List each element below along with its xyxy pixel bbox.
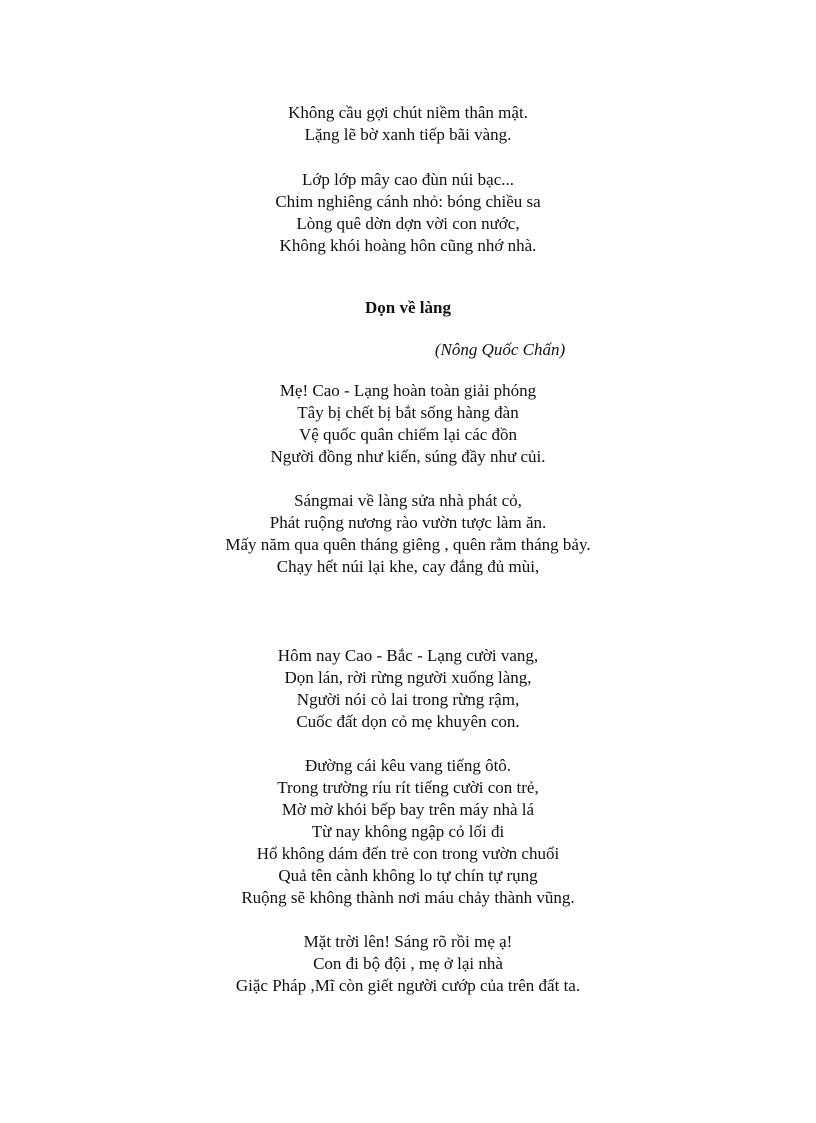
poem-line: Sángmai về làng sửa nhà phát cỏ, [294,491,522,510]
poem-line: Hổ không dám đến trẻ con trong vườn chuối [256,844,560,863]
poem-line: Không cầu gợi chút niềm thân mật. [288,103,528,122]
poem-line: Mặt trời lên! Sáng rõ rồi mẹ ạ! [303,932,513,951]
stanza-5 [0,645,816,733]
poem-line: Mờ mờ khói bếp bay trên máy nhà lá [281,800,535,819]
poem-line: Lòng quê dờn dợn vời con nước, [296,214,520,233]
poem-line: Ruộng sẽ không thành nơi máu chảy thành vũng. [241,888,575,907]
poem-line: Dọn lán, rời rừng người xuống làng, [284,668,532,687]
stanza-2 [0,169,816,257]
poem-line: Chạy hết núi lại khe, cay đắng đủ mùi, [276,557,540,576]
poem-line: Phát ruộng nương rào vườn tược làm ăn. [269,513,547,532]
poem-author: (Nông Quốc Chấn) [434,340,566,359]
poem-line: Chim nghiêng cánh nhỏ: bóng chiều sa [275,192,541,211]
poem-line: Giặc Pháp ,Mĩ còn giết người cướp của trên đất ta. [235,976,581,995]
poem-line: Đường cái kêu vang tiếng ôtô. [304,756,512,775]
stanza-7 [0,931,816,997]
poem-line: Người đồng như kiến, súng đầy như củi. [270,447,546,466]
poem-line: Tây bị chết bị bắt sống hàng đàn [297,403,519,422]
poem-line: Quả tên cành không lo tự chín tự rụng [278,866,538,885]
stanza-3 [0,380,816,468]
poem-line: Lặng lẽ bờ xanh tiếp bãi vàng. [304,125,512,144]
stanza-4 [0,490,816,578]
poem-line: Từ nay không ngập cỏ lối đi [311,822,505,841]
stanza-1 [0,102,816,146]
poem-line: Trong trường ríu rít tiếng cười con trẻ, [277,778,539,797]
poem-line: Con đi bộ đội , mẹ ở lại nhà [313,954,503,973]
stanza-6 [0,755,816,909]
poem-title: Dọn về làng [365,298,451,317]
poem-line: Người nói cỏ lai trong rừng rậm, [296,690,520,709]
poem-line: Mấy năm qua quên tháng giêng , quên rằm tháng bảy. [225,535,591,554]
poem-line: Không khói hoàng hôn cũng nhớ nhà. [279,236,537,255]
poem-line: Lớp lớp mây cao đùn núi bạc... [301,170,514,189]
poem-line: Cuốc đất dọn cỏ mẹ khuyên con. [296,712,520,731]
poem-line: Mẹ! Cao - Lạng hoàn toàn giải phóng [279,381,537,400]
poem-line: Hôm nay Cao - Bắc - Lạng cười vang, [277,646,539,665]
poem-line: Vệ quốc quân chiếm lại các đồn [298,425,518,444]
